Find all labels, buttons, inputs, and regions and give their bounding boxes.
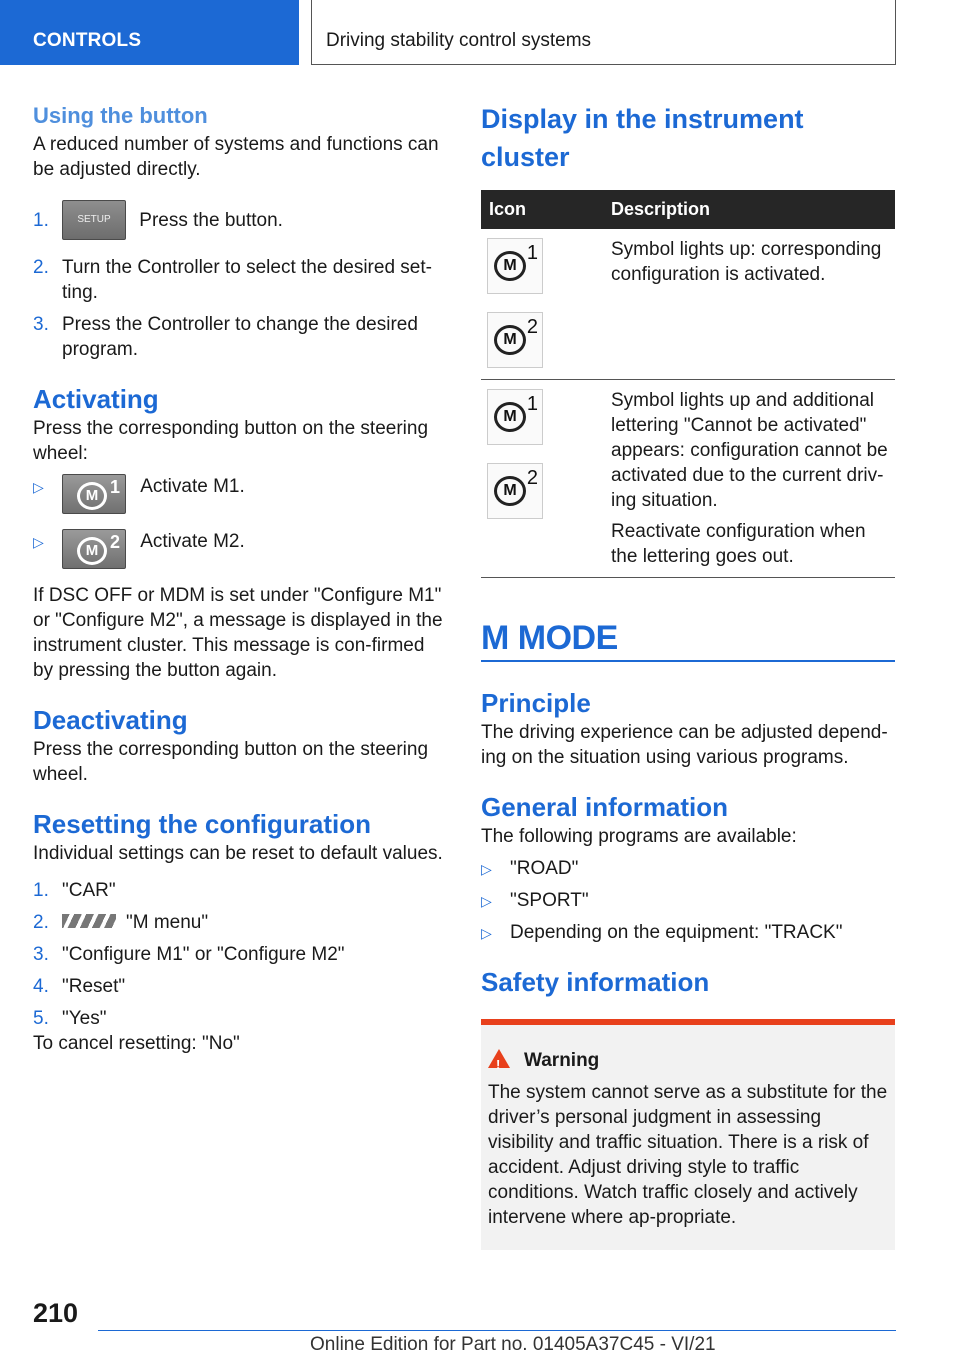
- chapter-tab: [311, 0, 896, 65]
- warning-box: [481, 1019, 895, 1250]
- section-tab: [0, 0, 299, 65]
- left-column: [33, 100, 445, 1056]
- section-title: CONTROLS: [33, 30, 142, 51]
- footer-edition: Online Edition for Part no. 01405A37C45 - VI/21: [310, 1334, 716, 1355]
- list-item: 3. Press the Controller to change the desired program.: [33, 314, 418, 360]
- heading-m-mode: M MODE: [481, 619, 618, 657]
- heading-safety: Safety information: [481, 967, 710, 997]
- setup-button-icon: SETUP: [62, 200, 126, 240]
- resetting-cancel: To cancel resetting: "No": [33, 1033, 240, 1054]
- row-description: Symbol lights up and additional lettering "Cannot be activated" appears: configuration cannot be activated due to the current driv‐ing situation.: [611, 390, 888, 511]
- activating-list: [33, 474, 445, 569]
- warning-triangle-icon: [488, 1049, 510, 1068]
- page-number: 210: [33, 1298, 79, 1328]
- icon-table: [481, 190, 895, 578]
- resetting-intro: Individual settings can be reset to default values.: [33, 843, 443, 864]
- m2-indicator-icon: M 2: [487, 312, 543, 368]
- m1-button-icon: M 1: [62, 474, 126, 514]
- heading-deactivating: Deactivating: [33, 705, 188, 735]
- list-item: ▷ M 2 Activate M2.: [33, 529, 445, 569]
- activating-note: If DSC OFF or MDM is set under "Configure M1" or "Configure M2", a message is displayed in the instrument cluster. This message is con‐firmed by pressing the button again.: [33, 585, 443, 681]
- heading-rule: [481, 660, 895, 662]
- list-item: ▷ "ROAD": [481, 858, 579, 879]
- table-header: [481, 190, 895, 229]
- list-item: ▷ M 1 Activate M1.: [33, 474, 445, 514]
- row-description: Reactivate configuration when the lettering goes out.: [611, 521, 866, 567]
- resetting-steps: [33, 878, 445, 1031]
- list-item: 1. "CAR": [33, 880, 116, 901]
- list-item: 2. "M menu": [33, 912, 209, 933]
- m2-indicator-icon: M 2: [487, 463, 543, 519]
- heading-activating: Activating: [33, 384, 159, 414]
- heading-display: Display in the instrument cluster: [481, 104, 804, 172]
- heading-principle: Principle: [481, 688, 591, 718]
- heading-resetting: Resetting the configuration: [33, 809, 371, 839]
- list-item: 1. SETUP Press the button.: [33, 208, 445, 248]
- list-item: 2. Turn the Controller to select the desired set‐ting.: [33, 257, 432, 303]
- m-stripes-icon: [62, 914, 116, 928]
- right-column: [481, 100, 895, 1250]
- heading-general-information: General information: [481, 792, 729, 822]
- list-item: ▷ Depending on the equipment: "TRACK": [481, 922, 843, 943]
- general-intro: The following programs are available:: [481, 826, 797, 847]
- m2-button-icon: M 2: [62, 529, 126, 569]
- principle-text: The driving experience can be adjusted depend‐ing on the situation using various programs.: [481, 722, 888, 768]
- row-description: Symbol lights up: corresponding configuration is activated.: [611, 239, 882, 285]
- using-button-intro: A reduced number of systems and functions can be adjusted directly.: [33, 134, 439, 180]
- heading-using-button: Using the button: [33, 103, 208, 128]
- activating-intro: Press the corresponding button on the steering wheel:: [33, 418, 429, 464]
- using-button-steps: [33, 208, 445, 362]
- list-item: ▷ "SPORT": [481, 890, 589, 911]
- list-item: 3. "Configure M1" or "Configure M2": [33, 944, 345, 965]
- col-icon-header: Icon: [481, 190, 603, 229]
- table-row: [481, 229, 895, 380]
- programs-list: [481, 856, 895, 945]
- warning-title: Warning: [524, 1050, 600, 1071]
- list-item: 4. "Reset": [33, 976, 126, 997]
- col-desc-header: Description: [603, 190, 895, 229]
- list-item: 5. "Yes": [33, 1008, 107, 1029]
- table-row: [481, 380, 895, 578]
- footer-rule: [98, 1330, 896, 1331]
- m1-indicator-icon: M 1: [487, 389, 543, 445]
- warning-text: The system cannot serve as a substitute for the driver’s personal judgment in assessing visibility and traffic situation. There is a risk of accident. Adjust driving style to traffic conditions. Watch traffic closely and actively intervene where ap‐propriate.: [488, 1082, 888, 1228]
- chapter-title: Driving stability control systems: [326, 30, 592, 51]
- deactivating-text: Press the corresponding button on the steering wheel.: [33, 739, 429, 785]
- m1-indicator-icon: M 1: [487, 238, 543, 294]
